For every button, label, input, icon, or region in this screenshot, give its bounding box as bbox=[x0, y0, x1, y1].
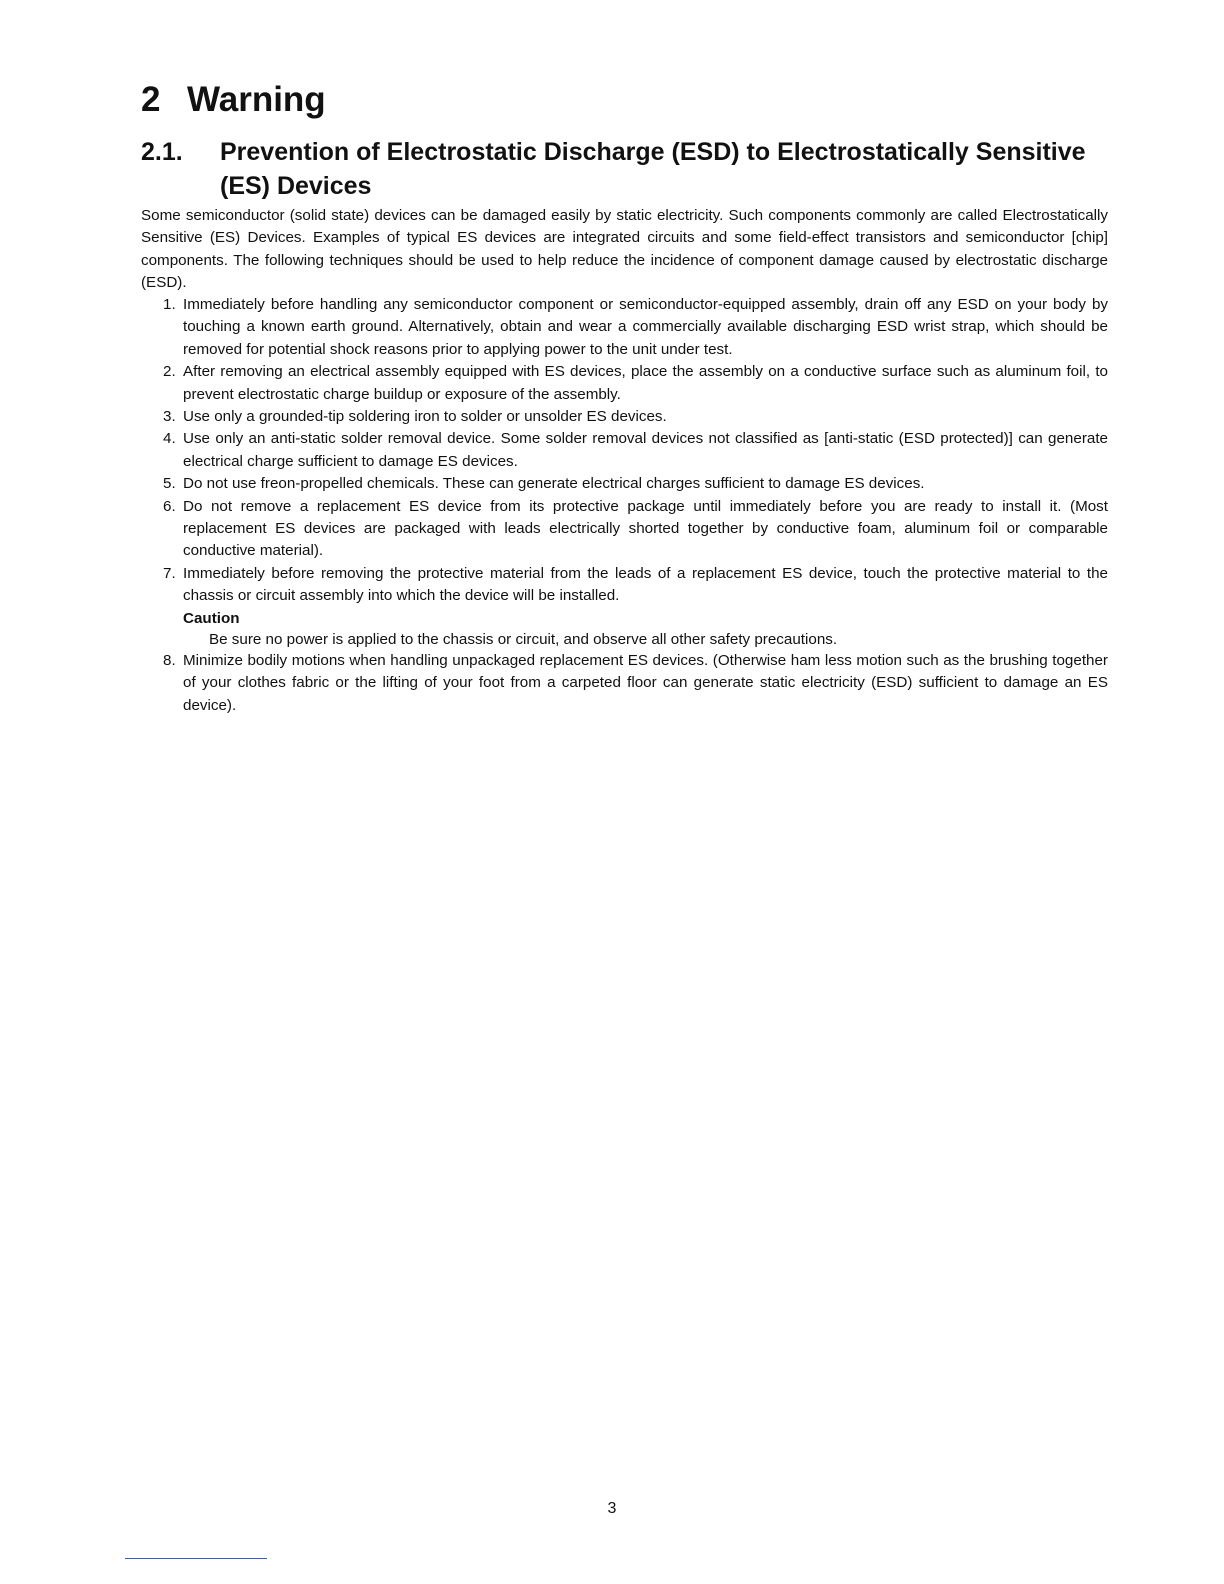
caution-heading: Caution bbox=[183, 609, 240, 627]
list-item-text: Do not use freon-propelled chemicals. These can generate electrical charges sufficient to damage ES devices. bbox=[183, 475, 925, 493]
list-item-text: Immediately before handling any semiconductor component or semiconductor-equipped assembly, drain off any ESD on your body by touching a known earth ground. Alternatively, obtain and wear a commercially available discharging ESD wrist strap, which should be removed for potential shock reasons prior to applying power to the unit under test. bbox=[183, 296, 1108, 358]
chapter-title: Warning bbox=[187, 80, 326, 119]
section-title: Prevention of Electrostatic Discharge (ESD) to Electrostatically Sensitive (ES) Devices bbox=[220, 138, 1086, 200]
list-item bbox=[141, 473, 1108, 495]
footer-divider bbox=[125, 1558, 267, 1559]
list-marker: 4. bbox=[163, 430, 176, 448]
list-item-text: Minimize bodily motions when handling unpackaged replacement ES devices. (Otherwise ham less motion such as the brushing together of your clothes fabric or the lifting of your foot from a carpeted floor can generate static electricity (ESD) sufficient to damage an ES device). bbox=[183, 651, 1108, 714]
list-item bbox=[141, 294, 1108, 361]
list-marker: 3. bbox=[163, 408, 176, 426]
section-heading bbox=[141, 135, 1121, 203]
caution-text: Be sure no power is applied to the chassis or circuit, and observe all other safety precautions. bbox=[209, 630, 838, 648]
page-number: 3 bbox=[607, 1500, 617, 1517]
list-marker: 6. bbox=[163, 497, 176, 515]
list-item bbox=[141, 406, 1108, 428]
list-item-text: Do not remove a replacement ES device from its protective package until immediately before you are ready to install it. (Most replacement ES devices are packaged with leads electrically shorted together by conductive foam, aluminum foil or comparable conductive material). bbox=[183, 497, 1108, 560]
chapter-heading bbox=[141, 78, 326, 122]
intro-paragraph: Some semiconductor (solid state) devices can be damaged easily by static electricity. Such components commonly are called Electrostatically Sensitive (ES) Devices. Examples of typical ES devices are integrated circuits and some field-effect transistors and semiconductor [chip] components. The following techniques should be used to help reduce the incidence of component damage caused by electrostatic discharge (ESD). bbox=[141, 207, 1108, 292]
list-marker: 7. bbox=[163, 564, 176, 582]
list-marker: 8. bbox=[163, 651, 176, 669]
list-item-text: Immediately before removing the protective material from the leads of a replacement ES device, touch the protective material to the chassis or circuit assembly into which the device will be installed. bbox=[183, 564, 1108, 605]
list-marker: 5. bbox=[163, 475, 176, 493]
esd-steps-list bbox=[141, 294, 1108, 717]
list-item bbox=[141, 428, 1108, 473]
list-item bbox=[141, 650, 1108, 717]
list-item-text: Use only a grounded-tip soldering iron to solder or unsolder ES devices. bbox=[183, 408, 667, 426]
list-item-text: Use only an anti-static solder removal device. Some solder removal devices not classified as [anti-static (ESD protected)] can generate electrical charge sufficient to damage ES devices. bbox=[183, 430, 1108, 470]
list-item bbox=[141, 496, 1108, 563]
chapter-number: 2 bbox=[141, 80, 161, 119]
list-marker: 2. bbox=[163, 363, 176, 381]
section-number: 2.1. bbox=[141, 138, 183, 166]
list-item bbox=[141, 361, 1108, 406]
list-item-text: After removing an electrical assembly equipped with ES devices, place the assembly on a conductive surface such as aluminum foil, to prevent electrostatic charge buildup or exposure of the assembly. bbox=[183, 363, 1108, 403]
list-marker: 1. bbox=[163, 296, 176, 313]
list-item bbox=[141, 563, 1108, 650]
